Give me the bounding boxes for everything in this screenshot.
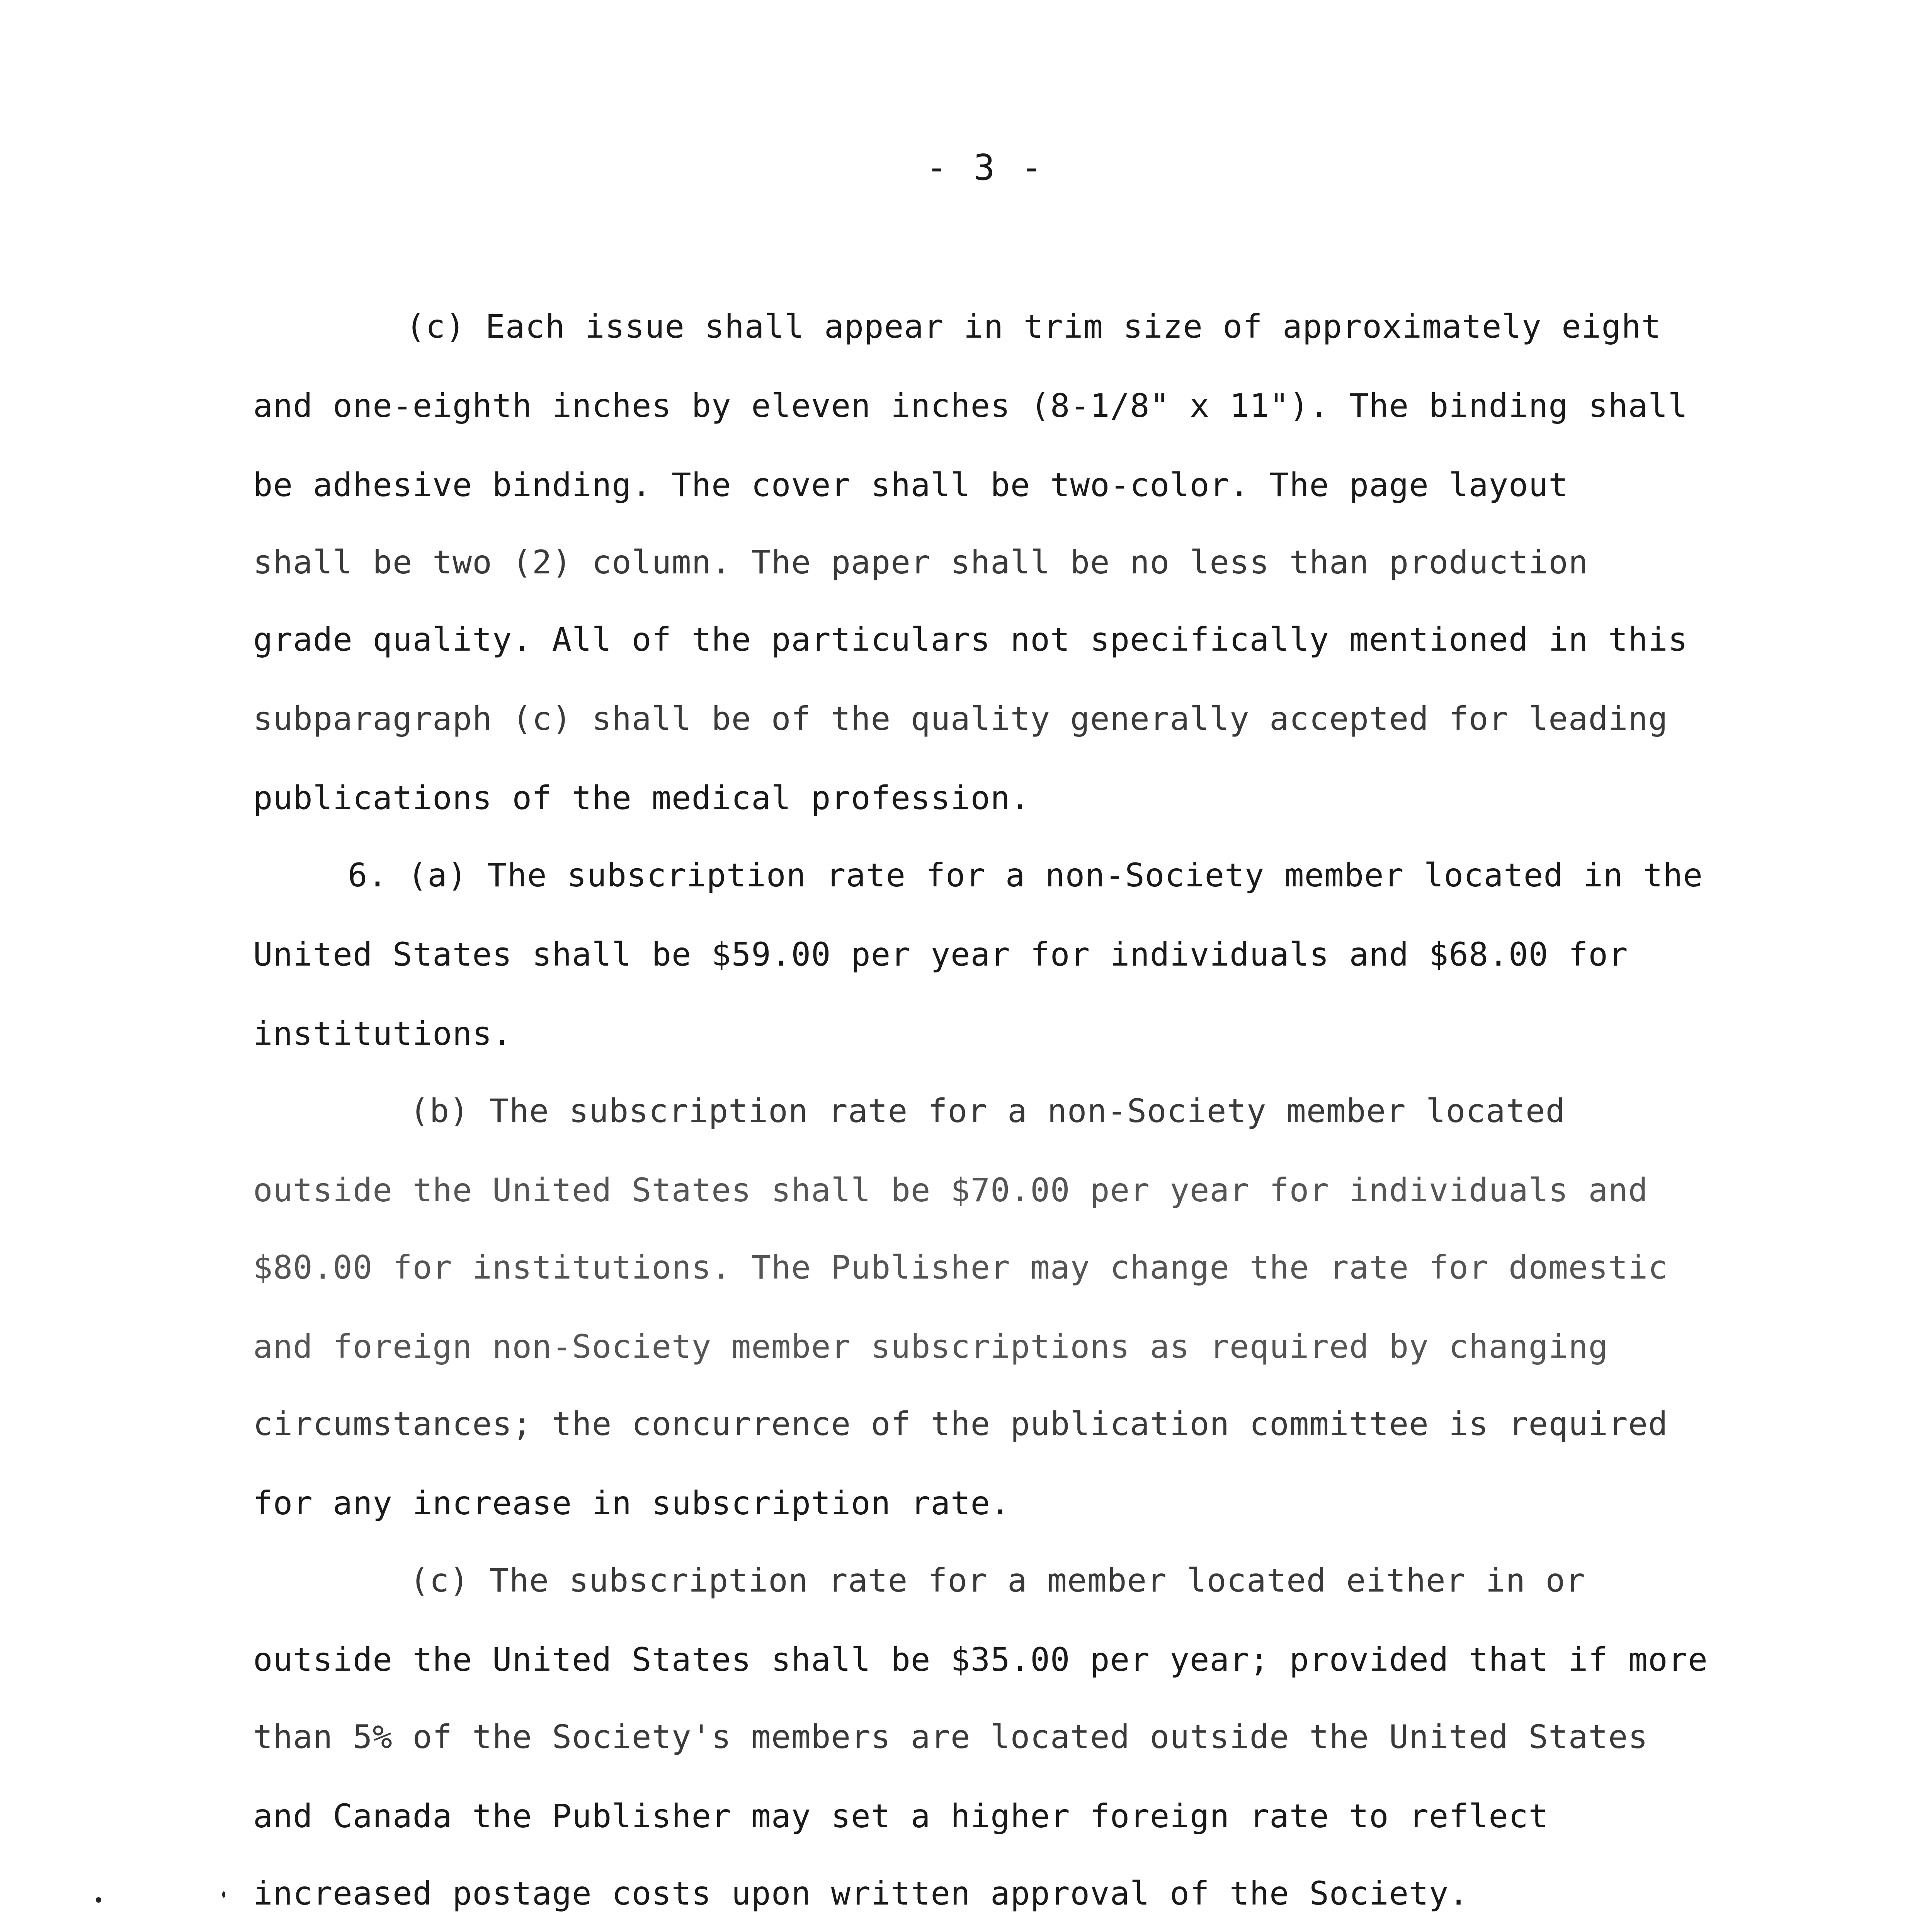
- paragraph-line: subparagraph (c) shall be of the quality generally accepted for leading: [253, 700, 1668, 738]
- paragraph-line: increased postage costs upon written approval of the Society.: [253, 1874, 1469, 1912]
- scan-speck: [96, 1897, 101, 1903]
- paragraph-line: outside the United States shall be $35.00 per year; provided that if more: [253, 1641, 1708, 1679]
- paragraph-line: and one-eighth inches by eleven inches (8-1/8" x 11"). The binding shall: [253, 387, 1688, 425]
- paragraph-line: grade quality. All of the particulars not specifically mentioned in this: [253, 621, 1688, 658]
- paragraph-line: than 5% of the Society's members are located outside the United States: [253, 1718, 1648, 1756]
- paragraph-line: be adhesive binding. The cover shall be two-color. The page layout: [253, 466, 1568, 504]
- scan-speck: [222, 1891, 225, 1898]
- paragraph-line: shall be two (2) column. The paper shall be no less than production: [253, 543, 1589, 581]
- paragraph-line: (b) The subscription rate for a non-Society member located: [410, 1092, 1566, 1130]
- paragraph-line: circumstances; the concurrence of the publication committee is required: [253, 1405, 1668, 1443]
- page-number: - 3 -: [926, 147, 1045, 188]
- paragraph-line: and Canada the Publisher may set a higher foreign rate to reflect: [253, 1797, 1549, 1835]
- paragraph-line: (c) Each issue shall appear in trim size of approximately eight: [406, 308, 1662, 345]
- paragraph-line: institutions.: [253, 1015, 512, 1053]
- paragraph-line: $80.00 for institutions. The Publisher may change the rate for domestic: [253, 1248, 1668, 1286]
- paragraph-line: for any increase in subscription rate.: [253, 1484, 1010, 1522]
- paragraph-line: publications of the medical profession.: [253, 779, 1031, 817]
- paragraph-line: United States shall be $59.00 per year for individuals and $68.00 for: [253, 935, 1628, 973]
- paragraph-line: outside the United States shall be $70.00 per year for individuals and: [253, 1171, 1648, 1209]
- paragraph-line: (c) The subscription rate for a member located either in or: [410, 1561, 1585, 1599]
- paragraph-line: and foreign non-Society member subscriptions as required by changing: [253, 1328, 1608, 1366]
- paragraph-line: 6. (a) The subscription rate for a non-Society member located in the: [348, 856, 1703, 894]
